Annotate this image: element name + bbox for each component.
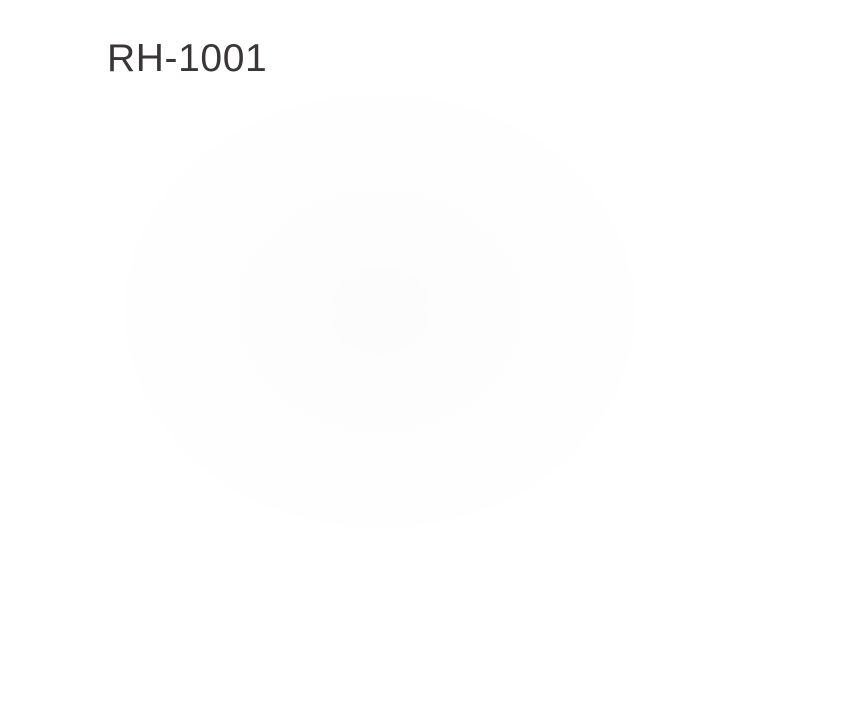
- background-shading: [70, 95, 690, 575]
- product-code-label: RH-1001: [107, 37, 268, 80]
